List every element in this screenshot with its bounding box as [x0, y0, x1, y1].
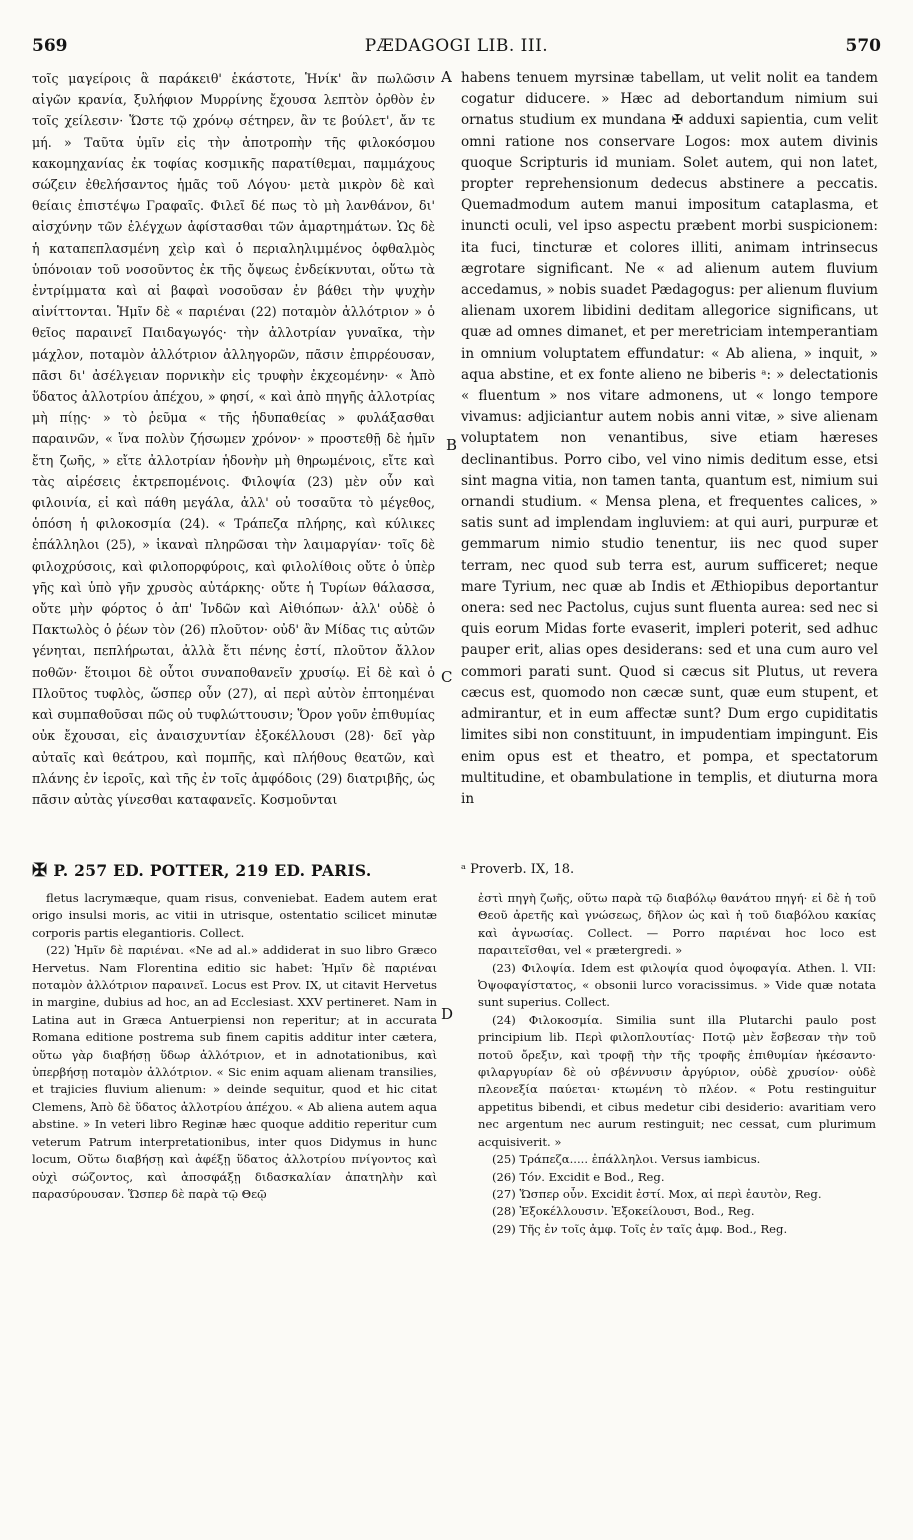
short-note: (25) Τράπεζα..... ἐπάλληλοι. Versus iambicus. — [492, 1152, 761, 1167]
note-paragraph: (24) Φιλοκοσμία. Similia sunt illa Plutarchi paulo post principium lib. Περὶ φιλοπλουτίας· Ποτῷ μὲν ἔσβεσαν τὴν τοῦ ποτοῦ ὄρεξιν, καὶ τροφῇ τὴν τῆς τροφῆς ἐπιθυμίαν ἠκέσαντο· φιλαργυρίαν δὲ οὐ σβέννυσιν ἀργύριον, οὐδὲ χρυσίον· οὐδὲ πλεονεξία παύεται· κτωμένη τὸ πλέον. « Potu restinguitur appetitus bibendi, et cibus medetur cibi desiderio: avaritiam vero nec argentum nec aurum restinguit; nec cessat, cum plurimum acquisiverit. » — [478, 1012, 876, 1149]
edition-reference — [32, 860, 437, 881]
notes-right-column — [478, 890, 876, 1238]
short-note: (29) Τῆς ἐν τοῖς ἀμφ. Τοῖς ἐν ταῖς ἀμφ. Bod., Reg. — [492, 1221, 788, 1236]
running-title: PÆDAGOGI LIB. III. — [364, 36, 549, 56]
page-number-left: 569 — [32, 36, 68, 56]
margin-letter-b: B — [446, 436, 458, 454]
short-note: (27) Ὥσπερ οὖν. Excidit ἐστί. Mox, αἱ περὶ ἑαυτὸν, Reg. — [492, 1186, 822, 1201]
cross-icon: ✠ — [32, 860, 48, 881]
note-paragraph: (22) Ἡμῖν δὲ παριέναι. «Ne ad al.» addiderat in suo libro Græco Hervetus. Nam Florentina editio sic habet: Ἡμῖν δὲ παριέναι ποταμὸν ἀλλότριον παραινεῖ. Locus est Prov. IX, ut citavit Hervetus in margine, dubius ad hoc, an ad Ecclesiast. XXV pertineret. Nam in Latina aut in Græca Antuerpiensi non reperitur; at in accurata Romana editione postrema sub finem capitis additur inter cætera, οὕτω γὰρ διαβήσῃ ὕδωρ ἀλλότριον, et in adnotationibus, καὶ ὑπερβήσῃ ποταμὸν ἀλλότριον. « Sic enim aquam alienam transilies, et trajicies fluvium alienum: » deinde sequitur, quod et hic citat Clemens, Ἀπὸ δὲ ὕδατος ἀλλοτρίου ἀπέχου. « Ab aliena autem aqua abstine. » In veteri libro Reginæ hæc quoque additio reperitur cum veterum Patrum interpretationibus, inter quos Didymus in hunc locum, Οὕτω διαβήσῃ καὶ ἀφέξῃ ὕδατος ἀλλοτρίου πνίγοντος καὶ οὐχὶ σώζοντος, καὶ ἀποσφάξῃ διδασκαλίαν ἀπατηλὴν καὶ παρασύρουσαν. Ὥσπερ δὲ παρὰ τῷ Θεῷ — [32, 943, 437, 1201]
notes-left-column — [32, 890, 437, 1203]
note-paragraph: fletus lacrymæque, quam risus, conveniebat. Eadem autem erat origo insulsi moris, ac vitii in utrisque, ostentatio scilicet minutæ corporis partis elegantioris. Collect. — [32, 891, 437, 940]
short-note: (26) Τόν. Excidit e Bod., Reg. — [492, 1169, 665, 1184]
page-number-right: 570 — [845, 36, 881, 56]
margin-letter-d: D — [441, 1005, 454, 1023]
margin-letter-a: A — [441, 68, 452, 86]
footnote-reference: ᵃ Proverb. IX, 18. — [461, 862, 575, 877]
edition-reference-text: P. 257 ED. POTTER, 219 ED. PARIS. — [53, 861, 372, 880]
note-continuation: ἐστὶ πηγὴ ζωῆς, οὕτω παρὰ τῷ διαβόλῳ θανάτου πηγή· εἰ δὲ ἡ τοῦ Θεοῦ ἀρετῆς καὶ γνώσεως, δῆλον ὡς καὶ ἡ τοῦ διαβόλου κακίας καὶ ἀγνωσίας. Collect. — Porro παριέναι hoc loco est παραιτεῖσθαι, vel « prætergredi. » — [478, 891, 876, 958]
note-paragraph: (23) Φιλοψία. Idem est φιλοψία quod ὀψοφαγία. Athen. l. VII: Ὀψοφαγίστατος, « obsonii lurco voracissimus. » Vide quæ notata sunt superius. Collect. — [478, 960, 876, 1010]
greek-text-column — [32, 68, 435, 810]
latin-text-column — [461, 68, 878, 810]
greek-paragraph: τοῖς μαγείροις ἃ παράκειθ' ἑκάστοτε, Ἡνίκ' ἂν πωλῶσιν αἰγῶν κρανία, ξυλήφιον Μυρρίνης ἔχουσα λεπτὸν ὀρθὸν ἐν τοῖς χείλεσιν· Ὥστε τῷ χρόνῳ σέτηρεν, ἂν τε βούλετ', ἄν τε μή. » Ταῦτα ὑμῖν εἰς τὴν ἀποτροπὴν τῆς φιλοκόσμου κακομηχανίας ἐκ τοφίας κοσμικῆς παρατίθεμαι, παμμάχους σώζειν ἐθελήσαντος ἡμᾶς τοῦ Λόγου· μετὰ μικρὸν δὲ καὶ θείαις ἐπιστέψω Γραφαῖς. Φιλεῖ δέ πως τὸ μὴ λανθάνον, δι' αἰσχύνην τῶν ἐλέγχων ἀφίστασθαι τῶν ἁμαρτημάτων. Ὡς δὲ ἡ καταπεπλασμένη χεὶρ καὶ ὁ περιαληλιμμένος ὀφθαλμὸς ὑπόνοιαν τοῦ νοσοῦντος ἐκ τῆς ὄψεως ἐνδείκνυται, οὕτω τὰ ἐντρίμματα καὶ αἱ βαφαὶ νοσοῦσαν ἐν βάθει τὴν ψυχὴν αἰνίττονται. Ἡμῖν δὲ « παριέναι (22) ποταμὸν ἀλλότριον » ὁ θεῖος παραινεῖ Παιδαγωγός· τὴν ἀλλοτρίαν γυναῖκα, τὴν μάχλον, ποταμὸν ἀλλότριον ἀλληγορῶν, πᾶσιν ἐπιρρέουσαν, πᾶσι δι' ἀσέλγειαν πορνικὴν εἰς τρυφὴν ἐκχεομένην· « Ἀπὸ ὕδατος ἀλλοτρίου ἀπέχου, » φησί, « καὶ ἀπὸ πηγῆς ἀλλοτρίας μὴ πίῃς· » τὸ ῥεῦμα « τῆς ἡδυπαθείας » φυλάξασθαι παραινῶν, « ἵνα πολὺν ζήσωμεν χρόνον· » προστεθῇ δὲ ἡμῖν ἔτη ζωῆς, » εἴτε ἀλλοτρίαν ἡδονὴν μὴ θηρωμένοις, εἴτε καὶ τὰς αἱρέσεις ἐκτρεπομένοις. Φιλοψία (23) μὲν οὖν καὶ φιλοινία, εἰ καὶ πάθη μεγάλα, ἀλλ' οὐ τοσαῦτα τὸ μέγεθος, ὁπόση ἡ φιλοκοσμία (24). « Τράπεζα πλήρης, καὶ κύλικες ἐπάλληλοι (25), » ἱκαναὶ πληρῶσαι τὴν λαιμαργίαν· τοῖς δὲ φιλοχρύσοις, καὶ φιλοπορφύροις, καὶ φιλολίθοις οὔτε ὁ ὑπὲρ γῆς καὶ ὑπὸ γῆν χρυσὸς αὐτάρκης· οὔτε ἡ Τυρίων θάλασσα, οὔτε μὴν φόρτος ὁ ἀπ' Ἰνδῶν καὶ Αἰθιόπων· ἀλλ' οὐδὲ ὁ Πακτωλὸς ὁ ῥέων τὸν (26) πλοῦτον· οὐδ' ἂν Μίδας τις αὐτῶν γένηται, πεπλήρωται, ἀλλὰ ἔτι πένης ἐστί, πλοῦτον ἄλλον ποθῶν· ἕτοιμοι δὲ οὗτοι συναποθανεῖν χρυσίῳ. Εἰ δὲ καὶ ὁ Πλοῦτος τυφλὸς, ὥσπερ οὖν (27), αἱ περὶ αὐτὸν ἐπτοημέναι καὶ συμπαθοῦσαι πῶς οὐ τυφλώττουσιν; Ὅρον γοῦν ἐπιθυμίας οὐκ ἔχουσαι, εἰς ἀναισχυντίαν ἐξοκέλλουσι (28)· δεῖ γὰρ αὐταῖς καὶ θεάτρου, καὶ πομπῆς, καὶ πλήθους θεατῶν, καὶ πλάνης ἐν ἱεροῖς, καὶ τῆς ἐν τοῖς ἀμφόδοις (29) διατριβῆς, ὡς πᾶσιν αὐτὰς γίνεσθαι καταφανεῖς. Κοσμοῦνται — [32, 71, 435, 807]
short-note: (28) Ἐξοκέλλουσιν. Ἐξοκείλουσι, Bod., Reg. — [492, 1204, 755, 1219]
latin-paragraph: habens tenuem myrsinæ tabellam, ut velit nolit ea tandem cogatur diducere. » Hæc ad debortandum nimium sui ornatus studium ex mundana ✠ adduxi sapientia, cum velit omni ratione nos conservare Logos: mox autem divinis quoque Scripturis id muniam. Solet autem, qui non latet, propter reprehensionum dedecus abstinere a peccatis. Quemadmodum autem manui impositum cataplasma, et inuncti oculi, vel ipso aspectu præbent morbi suspicionem: ita fuci, tincturæ et colores illiti, animam intrinsecus ægrotare significant. Ne « ad alienum autem fluvium accedamus, » nobis suadet Pædagogus: per alienum fluvium alienam uxorem libidini deditam allegorice significans, ut quæ ad omnes dimanet, et per meretriciam intemperantiam in omnium voluptatem effundatur: « Ab aliena, » inquit, » aqua abstine, et ex fonte alieno ne biberis ᵃ: » delectationis « fluentum » nos vitare admonens, ut « longo tempore vivamus: adjiciantur autem nobis anni vitæ, » sive alienam voluptatem non venantibus, sive etiam hæreses declinantibus. Porro cibo, vel vino nimis deditum esse, etsi sint magna vitia, non tamen tanta, quantum est, nimium sui ornandi studium. « Mensa plena, et frequentes calices, » satis sunt ad implendam ingluviem: at qui auri, purpuræ et gemmarum nimio studio tenentur, iis nec quod super terram, nec quod sub terra est, aurum sufficeret; neque mare Tyrium, nec quæ ab Indis et Æthiopibus deportantur onera: sed nec Pactolus, cujus sunt fluenta aurea: sed nec si quis eorum Midas forte evaserit, impleri poterit, sed adhuc pauper erit, alias opes desiderans: sed et una cum auro vel commori parati sunt. Quod si cæcus sit Plutus, ut revera cæcus est, quomodo non cæcæ sunt, quæ eum stupent, et admirantur, et in eum affectæ sunt? Dum ergo cupiditatis limites sibi non constituunt, in impudentiam impingunt. Eis enim opus est et theatro, et pompa, et spectatorum multitudine, et obambulatione in templis, et diuturna mora in — [461, 70, 878, 807]
page-header — [32, 36, 881, 60]
margin-letter-c: C — [441, 668, 453, 686]
